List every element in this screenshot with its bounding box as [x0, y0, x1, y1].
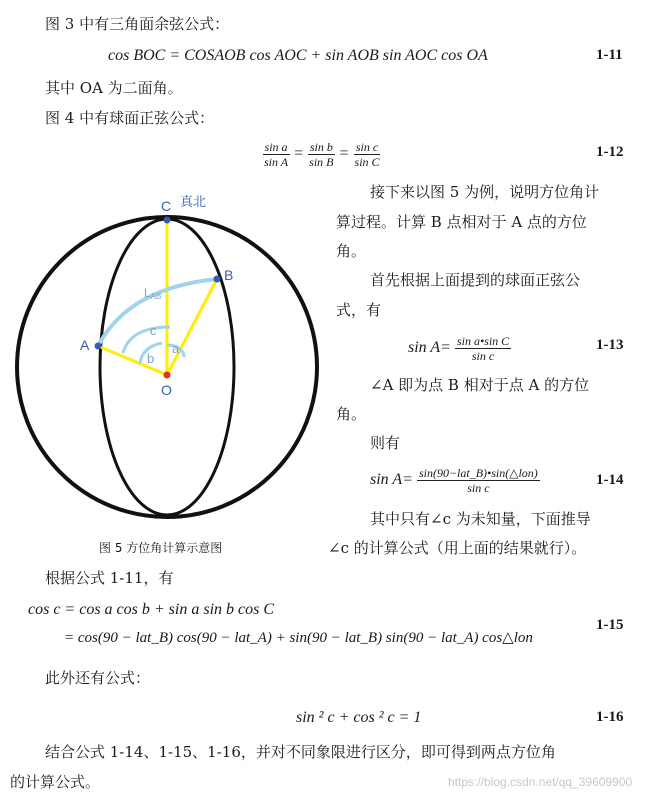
label-o: O	[161, 382, 172, 398]
also-text: 此外还有公式：	[45, 669, 151, 687]
para2-line1: 首先根据上面提到的球面正弦公	[370, 271, 581, 289]
para1-line1: 接下来以图 5 为例，说明方位角计	[370, 183, 600, 201]
equation-1-16: sin ² c + cos ² c = 1	[296, 709, 422, 726]
equation-1-13	[408, 334, 511, 363]
dihedral-note: 其中 OA 为二面角。	[45, 79, 183, 97]
frac-b-den: sin B	[309, 155, 334, 169]
label-c-arc: c	[150, 323, 157, 338]
final-line1: 结合公式 1-14、1-15、1-16，并对不同象限进行区分，即可得到两点方位角	[45, 743, 556, 761]
figure-caption: 图 5 方位角计算示意图	[99, 541, 223, 555]
eq14-den: sin c	[467, 481, 490, 495]
watermark: https://blog.csdn.net/qq_39609900	[448, 775, 633, 789]
formula-1-11-ref: 根据公式 1-11，有	[45, 569, 174, 587]
equation-1-15-line2: = cos(90 − lat_B) cos(90 − lat_A) + sin(90 − lat_B) sin(90 − lat_A) cos△lon	[64, 630, 533, 646]
label-b-arc: b	[147, 351, 155, 366]
equation-number-1-12: 1-12	[596, 144, 624, 160]
frac-a-den: sin A	[264, 155, 289, 169]
equation-1-12	[262, 140, 382, 169]
eq14-lhs: sin A=	[370, 471, 413, 489]
para4-line1: 其中只有∠c 为未知量，下面推导	[370, 510, 591, 528]
label-b: B	[224, 267, 234, 283]
point-c	[164, 217, 171, 224]
frac-a-num: sin a	[264, 140, 288, 154]
equation-number-1-11: 1-11	[596, 47, 623, 63]
frac-c-den: sin C	[354, 155, 380, 169]
equation-number-1-14: 1-14	[596, 472, 624, 488]
frac-c-num: sin c	[355, 140, 379, 154]
line-oa	[98, 346, 167, 375]
equals-1: =	[294, 145, 304, 163]
para3-line2: 角。	[336, 405, 367, 423]
para3-line1: ∠A 即为点 B 相对于点 A 的方位	[370, 376, 590, 394]
para2-line2: 式，有	[336, 301, 382, 319]
para1-line3: 角。	[336, 242, 367, 260]
equation-1-14	[370, 466, 540, 495]
equation-1-15-line1: cos c = cos a cos b + sin a sin b cos C	[28, 601, 275, 618]
then-text: 则有	[370, 434, 401, 452]
equation-number-1-16: 1-16	[596, 709, 624, 725]
label-c: C	[161, 198, 172, 214]
label-a-arc: a	[172, 341, 180, 356]
equation-number-1-13: 1-13	[596, 337, 624, 353]
eq13-den: sin c	[471, 349, 495, 363]
equation-number-1-15: 1-15	[596, 617, 624, 633]
point-o	[164, 372, 171, 379]
frac-b-num: sin b	[309, 140, 333, 154]
eq13-lhs: sin A=	[408, 339, 451, 357]
final-line2: 的计算公式。	[10, 773, 101, 791]
eq13-num: sin a•sin C	[456, 334, 510, 348]
line-ob	[167, 279, 217, 375]
label-lab: LAB	[144, 286, 162, 301]
equation-1-11: cos BOC = COSAOB cos AOC + sin AOB sin AOC cos OA	[108, 47, 488, 64]
point-b	[214, 276, 221, 283]
para1-line2: 算过程。计算 B 点相对于 A 点的方位	[336, 213, 587, 231]
azimuth-figure	[0, 185, 330, 560]
eq14-num: sin(90−lat_B)•sin(△lon)	[418, 466, 538, 480]
equals-2: =	[339, 145, 349, 163]
point-a	[95, 343, 102, 350]
intro-text-sine: 图 4 中有球面正弦公式：	[45, 109, 215, 127]
para4-line2: ∠c 的计算公式（用上面的结果就行）。	[328, 539, 587, 557]
label-a: A	[80, 337, 90, 353]
label-north: 真北	[180, 194, 207, 209]
intro-text-triangle: 图 3 中有三角面余弦公式：	[45, 15, 230, 33]
